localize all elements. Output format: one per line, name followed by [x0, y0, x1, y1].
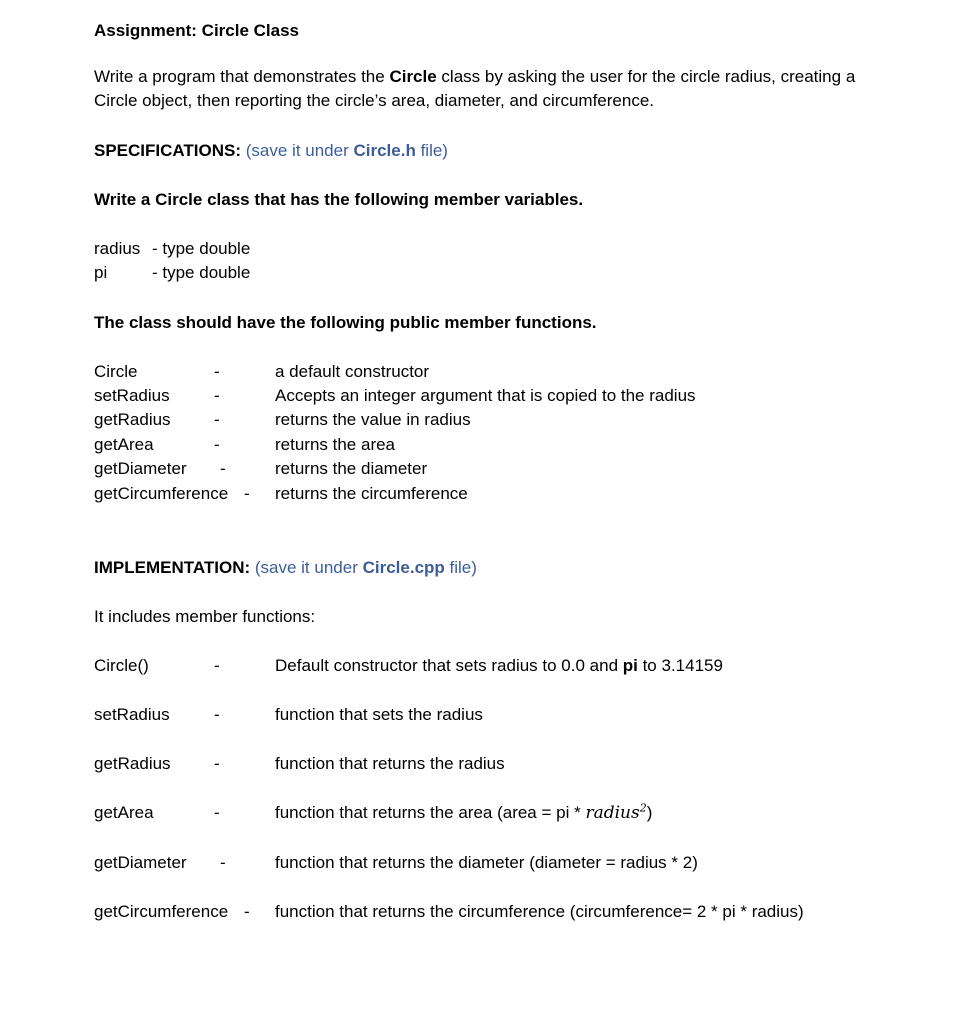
public-func-dash: -	[214, 362, 220, 381]
impl-func-name: Circle()	[94, 656, 149, 675]
impl-func-name: getRadius	[94, 754, 171, 773]
public-func-dash: -	[214, 410, 220, 429]
impl-func-desc-a: Default constructor that sets radius to 0.0 and	[275, 656, 623, 675]
public-func-name: setRadius	[94, 386, 170, 405]
member-var-type: - type double	[152, 239, 251, 258]
public-func-desc: returns the diameter	[275, 459, 428, 478]
impl-func-desc-a: function that returns the area (area = pi *	[275, 803, 586, 822]
intro-line-2: Circle object, then reporting the circle’s area, diameter, and circumference.	[94, 91, 655, 110]
public-funcs-heading: The class should have the following public member functions.	[94, 313, 597, 332]
impl-func-desc-b: to 3.14159	[637, 656, 723, 675]
public-func-name: getDiameter	[94, 459, 187, 478]
impl-func-name: getArea	[94, 803, 154, 822]
public-func-dash: -	[244, 484, 250, 503]
impl-func-desc	[275, 801, 652, 825]
implementation-label: IMPLEMENTATION:	[94, 558, 251, 577]
impl-func-dash: -	[214, 754, 220, 773]
implementation-file: Circle.cpp	[362, 558, 445, 577]
document-title: Assignment: Circle Class	[94, 21, 300, 40]
member-var-type: - type double	[152, 263, 251, 282]
public-func-name: getRadius	[94, 410, 171, 429]
member-var-name: radius	[94, 239, 141, 258]
public-func-name: getCircumference	[94, 484, 229, 503]
public-func-name: Circle	[94, 362, 138, 381]
public-func-name: getArea	[94, 435, 154, 454]
public-func-desc: returns the value in radius	[275, 410, 471, 429]
public-func-desc: a default constructor	[275, 362, 430, 381]
impl-func-dash: -	[214, 656, 220, 675]
member-vars-heading: Write a Circle class that has the following member variables.	[94, 190, 584, 209]
intro-text-b: class by asking the user for the circle radius, creating a	[436, 67, 856, 86]
specifications-note-a: (save it under	[241, 141, 354, 160]
impl-func-desc: function that returns the circumference (circumference= 2 * pi * radius)	[275, 902, 804, 921]
specifications-note-b: file)	[415, 141, 448, 160]
impl-func-desc-math: radius	[585, 803, 640, 823]
intro-class-name: Circle	[389, 67, 437, 86]
public-func-desc: Accepts an integer argument that is copied to the radius	[275, 386, 696, 405]
impl-func-desc: function that returns the diameter (diameter = radius * 2)	[275, 853, 698, 872]
intro-line-1	[94, 65, 855, 89]
impl-func-desc	[275, 654, 723, 678]
public-func-desc: returns the circumference	[275, 484, 468, 503]
public-func-dash: -	[214, 386, 220, 405]
includes-text: It includes member functions:	[94, 607, 316, 626]
impl-func-desc-bold: pi	[622, 656, 638, 675]
impl-func-desc: function that sets the radius	[275, 705, 483, 724]
impl-func-desc: function that returns the radius	[275, 754, 505, 773]
specifications-label: SPECIFICATIONS:	[94, 141, 242, 160]
public-func-dash: -	[220, 459, 226, 478]
impl-func-dash: -	[244, 902, 250, 921]
implementation-heading	[94, 556, 477, 580]
implementation-note-a: (save it under	[250, 558, 363, 577]
impl-func-name: setRadius	[94, 705, 170, 724]
impl-func-desc-b: )	[646, 803, 653, 822]
specifications-file: Circle.h	[353, 141, 416, 160]
public-func-desc: returns the area	[275, 435, 396, 454]
member-var-name: pi	[94, 263, 108, 282]
impl-func-dash: -	[214, 803, 220, 822]
specifications-heading	[94, 139, 448, 163]
impl-func-dash: -	[220, 853, 226, 872]
impl-func-desc-sup: 2	[639, 801, 647, 815]
impl-func-name: getDiameter	[94, 853, 187, 872]
implementation-note-b: file)	[444, 558, 477, 577]
impl-func-name: getCircumference	[94, 902, 229, 921]
public-func-dash: -	[214, 435, 220, 454]
intro-text-a: Write a program that demonstrates the	[94, 67, 390, 86]
impl-func-dash: -	[214, 705, 220, 724]
